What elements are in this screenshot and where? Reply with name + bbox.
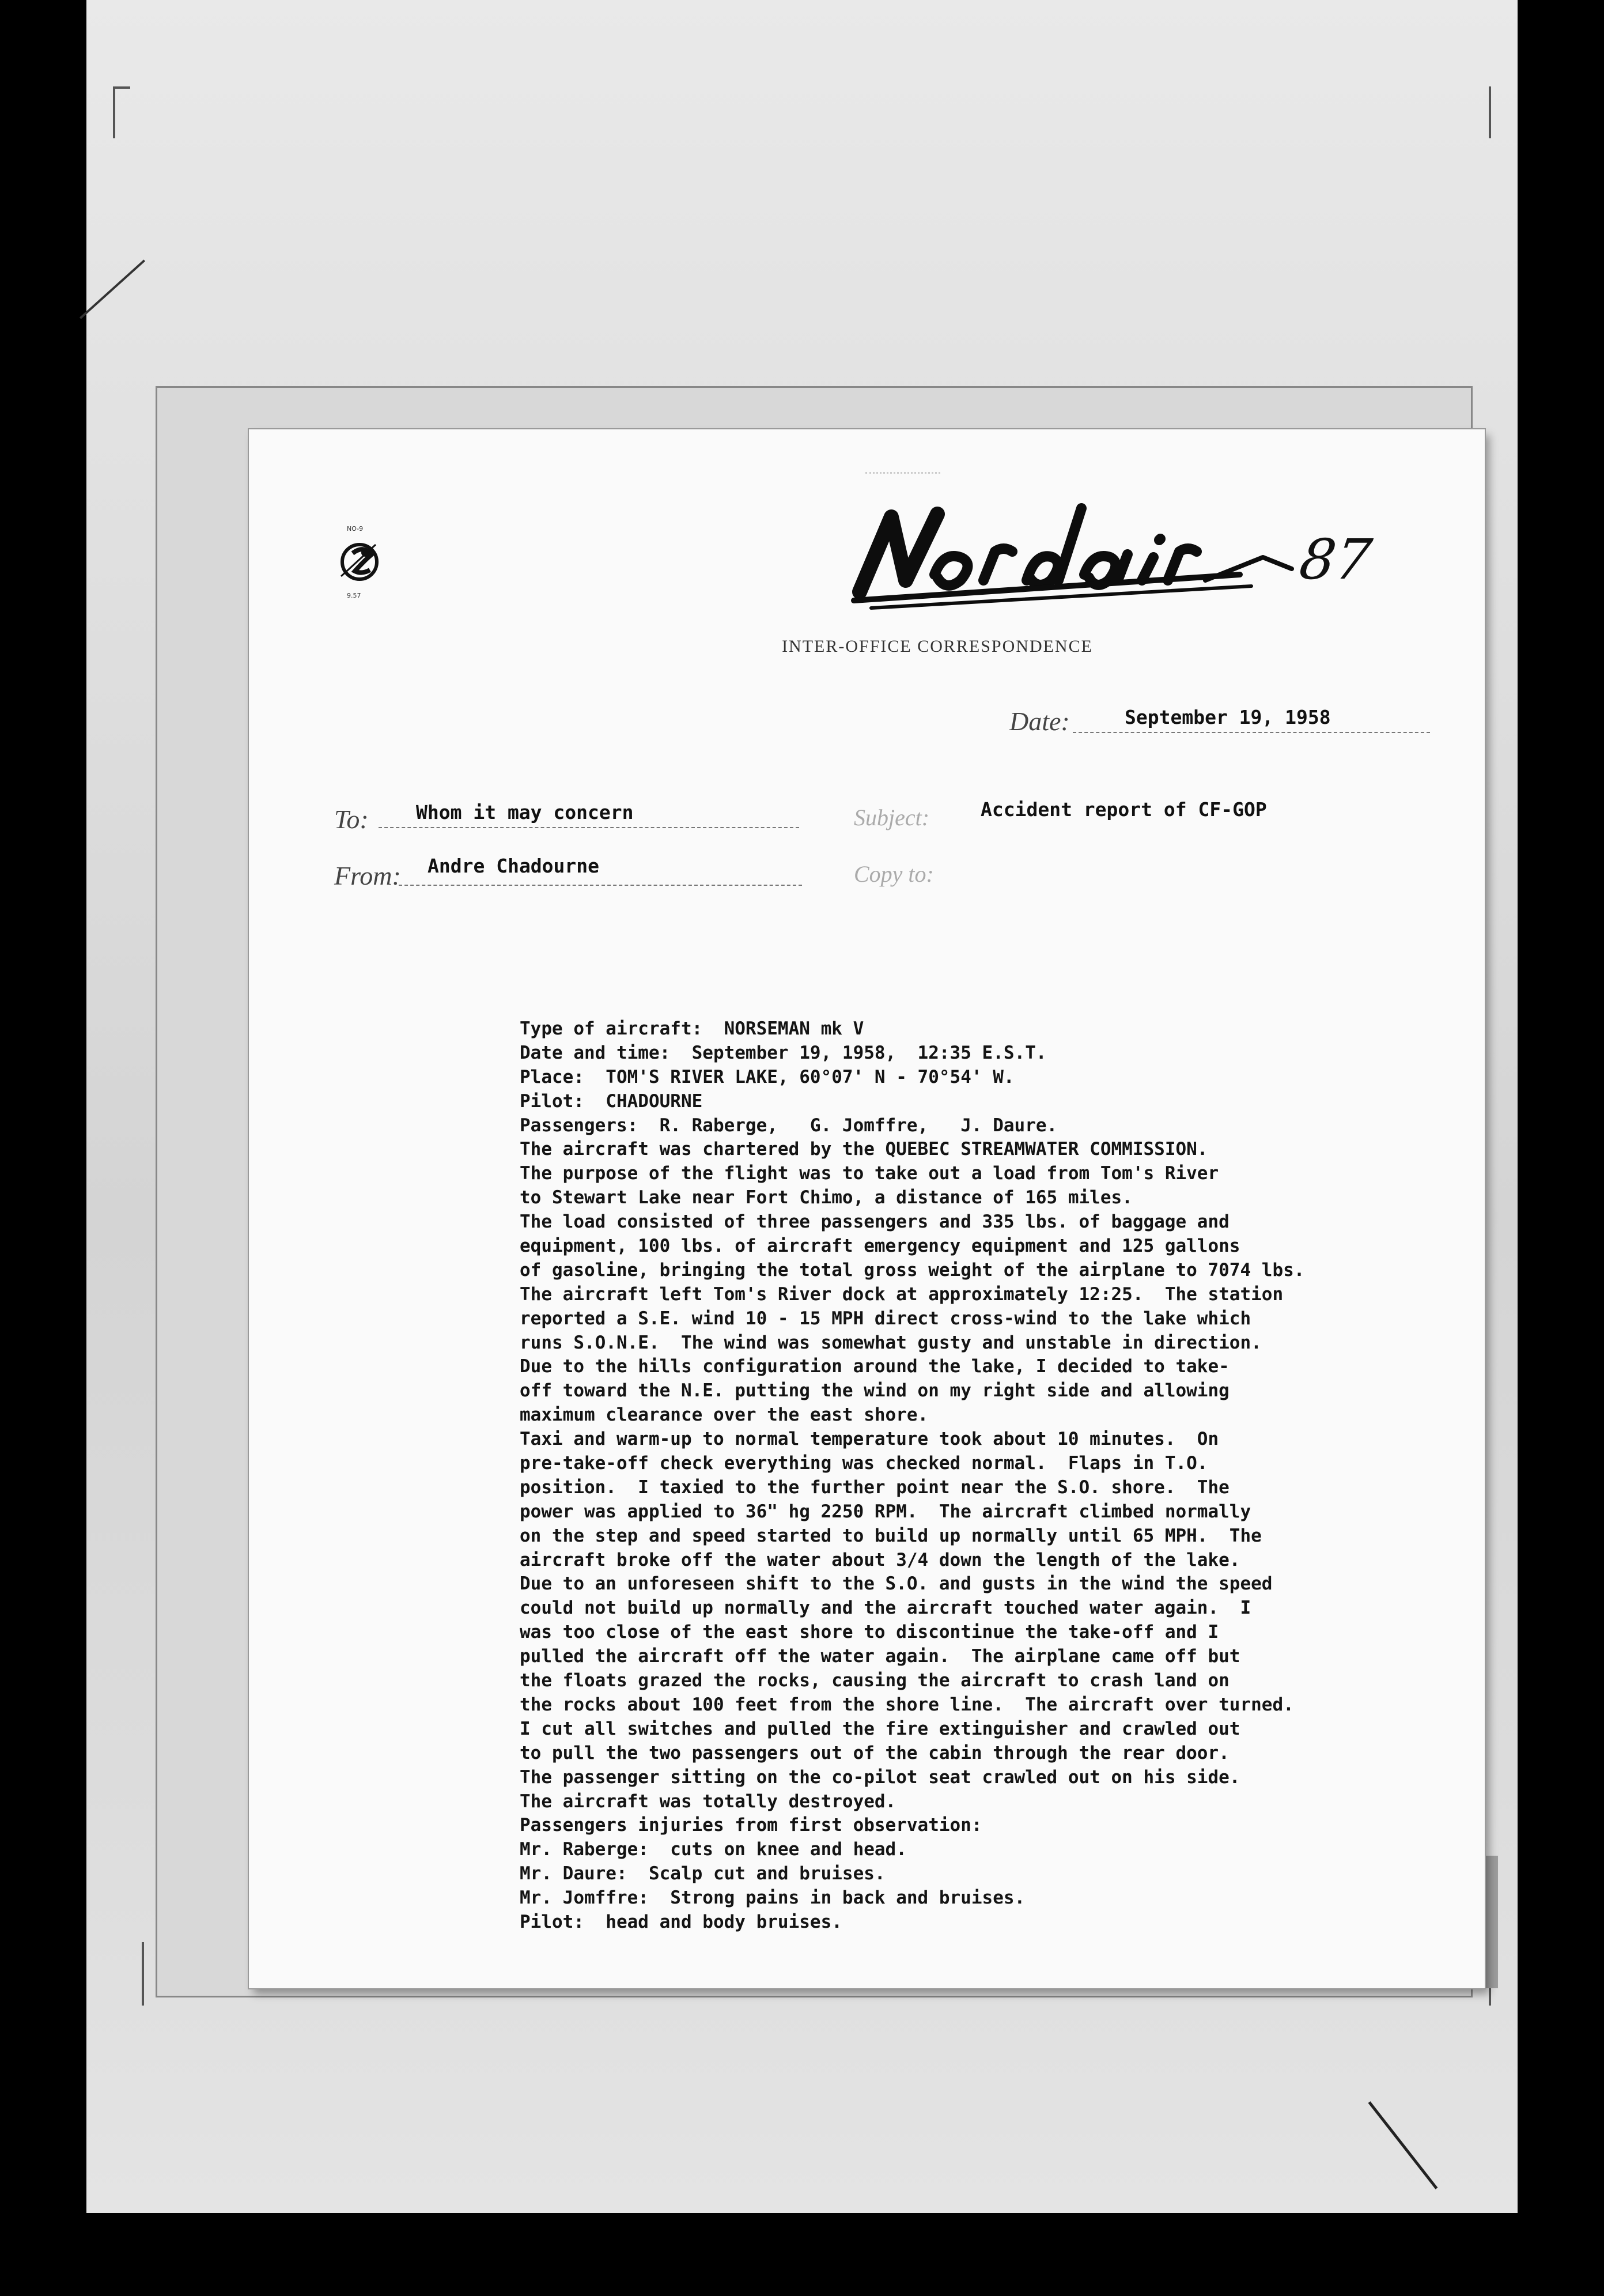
nordair-logo-icon <box>837 494 1309 615</box>
report-line: equipment, 100 lbs. of aircraft emergency equipment and 125 gallons <box>520 1236 1240 1257</box>
letterhead-title: INTER-OFFICE CORRESPONDENCE <box>782 637 1093 656</box>
report-body <box>520 1017 1470 1935</box>
report-line: Mr. Raberge: cuts on knee and head. <box>520 1839 907 1860</box>
date-value: September 19, 1958 <box>1125 706 1331 728</box>
report-line: I cut all switches and pulled the fire extinguisher and crawled out <box>520 1718 1240 1739</box>
report-line: the rocks about 100 feet from the shore line. The aircraft over turned. <box>520 1694 1294 1715</box>
report-line: Due to the hills configuration around the lake, I decided to take- <box>520 1356 1230 1377</box>
company-emblem-icon <box>330 522 393 602</box>
report-line: could not build up normally and the aircraft touched water again. I <box>520 1598 1251 1619</box>
report-line: Mr. Daure: Scalp cut and bruises. <box>520 1863 886 1885</box>
date-rule <box>1073 732 1430 733</box>
report-line: power was applied to 36" hg 2250 RPM. The aircraft climbed normally <box>520 1501 1251 1522</box>
report-line: Passengers: R. Raberge, G. Jomffre, J. Daure. <box>520 1115 1058 1136</box>
report-line: The aircraft was totally destroyed. <box>520 1791 896 1812</box>
report-line: to pull the two passengers out of the cabin through the rear door. <box>520 1742 1230 1763</box>
emblem-bottom-text: 9.57 <box>347 592 361 599</box>
to-value: Whom it may concern <box>416 801 634 824</box>
report-line: runs S.O.N.E. The wind was somewhat gusty and unstable in direction. <box>520 1332 1262 1353</box>
report-line: Passengers injuries from first observation: <box>520 1815 982 1836</box>
report-line: Due to an unforeseen shift to the S.O. and gusts in the wind the speed <box>520 1573 1273 1595</box>
from-value: Andre Chadourne <box>428 855 600 877</box>
report-line: Place: TOM'S RIVER LAKE, 60°07' N - 70°54' W. <box>520 1066 1015 1087</box>
report-line: was too close of the east shore to discontinue the take-off and I <box>520 1622 1219 1643</box>
report-line: position. I taxied to the further point near the S.O. shore. The <box>520 1476 1230 1498</box>
report-line: Mr. Jomffre: Strong pains in back and bruises. <box>520 1887 1026 1909</box>
subject-label: Subject: <box>854 805 930 830</box>
report-line: The load consisted of three passengers and 335 lbs. of baggage and <box>520 1211 1230 1233</box>
report-line: pulled the aircraft off the water again. The airplane came off but <box>520 1646 1240 1667</box>
report-line: Pilot: CHADOURNE <box>520 1090 703 1112</box>
report-line: to Stewart Lake near Fort Chimo, a distance of 165 miles. <box>520 1187 1133 1209</box>
date-label: Date: <box>1009 707 1070 736</box>
letter-page <box>249 429 1485 1988</box>
from-rule <box>399 885 802 886</box>
report-line: The aircraft was chartered by the QUEBEC STREAMWATER COMMISSION. <box>520 1139 1208 1160</box>
report-line: maximum clearance over the east shore. <box>520 1404 929 1426</box>
report-line: on the step and speed started to build up normally until 65 MPH. The <box>520 1525 1262 1546</box>
report-line: of gasoline, bringing the total gross weight of the airplane to 7074 lbs. <box>520 1259 1305 1281</box>
report-line: aircraft broke off the water about 3/4 down the length of the lake. <box>520 1549 1240 1570</box>
to-label: To: <box>334 805 369 834</box>
report-line: The purpose of the flight was to take out a load from Tom's River <box>520 1163 1219 1184</box>
report-line: Date and time: September 19, 1958, 12:35 E.S.T. <box>520 1042 1047 1063</box>
report-line: reported a S.E. wind 10 - 15 MPH direct cross-wind to the lake which <box>520 1308 1251 1329</box>
frame-corner-mark <box>113 86 135 138</box>
emblem-top-text: NO-9 <box>347 525 364 533</box>
report-line: The passenger sitting on the co-pilot seat crawled out on his side. <box>520 1766 1240 1788</box>
from-label: From: <box>334 861 401 890</box>
subject-value: Accident report of CF-GOP <box>981 798 1267 821</box>
report-line: Taxi and warm-up to normal temperature took about 10 minutes. On <box>520 1429 1219 1450</box>
report-line: the floats grazed the rocks, causing the aircraft to crash land on <box>520 1670 1230 1691</box>
copy-to-label: Copy to: <box>854 861 934 887</box>
to-rule <box>379 827 799 828</box>
report-line: Pilot: head and body bruises. <box>520 1911 842 1932</box>
report-line: pre-take-off check everything was checked normal. Flaps in T.O. <box>520 1453 1208 1474</box>
frame-corner-mark <box>1469 86 1491 138</box>
report-line: The aircraft left Tom's River dock at approximately 12:25. The station <box>520 1283 1284 1305</box>
report-line: off toward the N.E. putting the wind on my right side and allowing <box>520 1380 1230 1402</box>
report-line: Type of aircraft: NORSEMAN mk V <box>520 1018 864 1039</box>
file-number: 87 <box>1296 527 1376 592</box>
faint-mark <box>865 464 940 474</box>
